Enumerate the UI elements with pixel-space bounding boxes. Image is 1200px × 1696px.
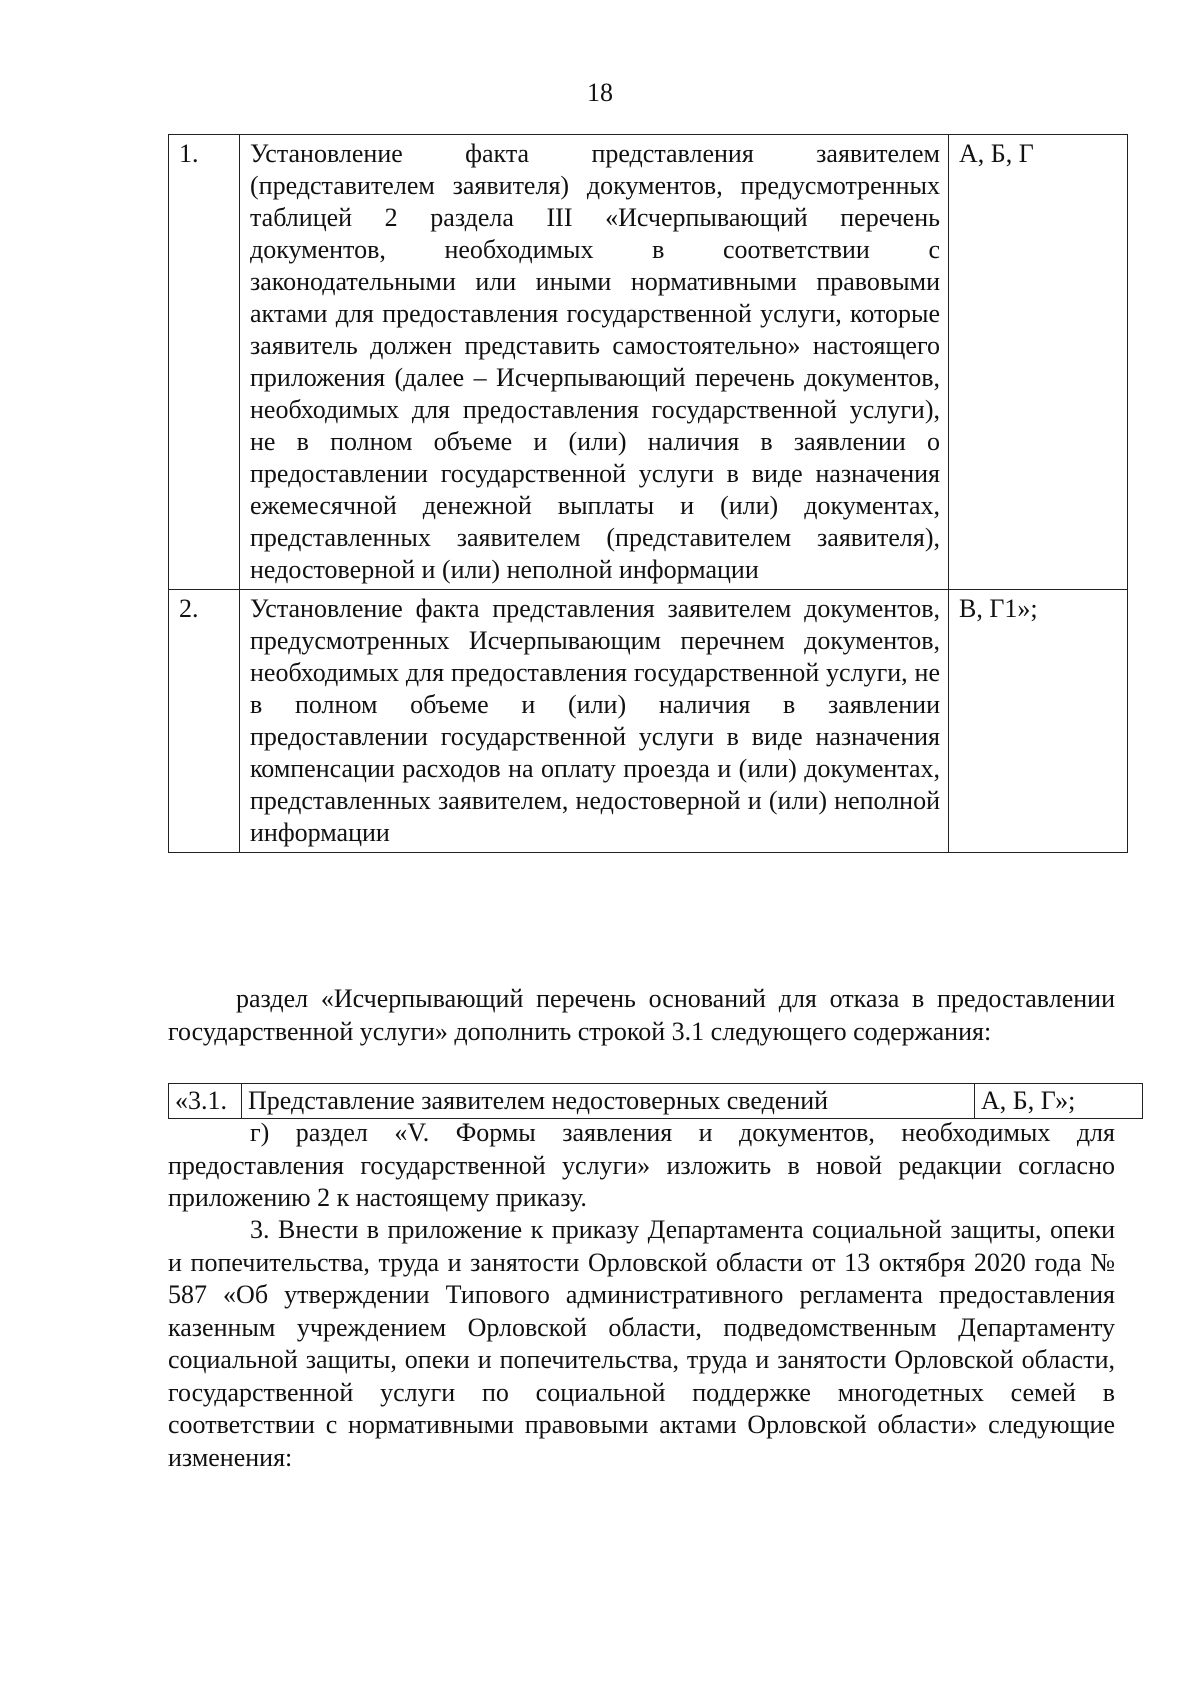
- row-number: «3.1.: [169, 1084, 242, 1119]
- row-3-1-table: [168, 1083, 1143, 1119]
- row-code: А, Б, Г: [949, 135, 1128, 590]
- paragraph-item-3: 3. Внести в приложение к приказу Департамента социальной защиты, опеки и попечительства, труда и занятости Орловской области от 13 октября 2020 года № 587 «Об утверждении Типового административного регламента предоставления казенным учреждением Орловской области, подведомственным Департаменту социальной защиты, опеки и попечительства, труда и занятости Орловской области, государственной услуги по социальной поддержке многодетных семей в соответствии с нормативными правовыми актами Орловской области» следующие изменения:: [168, 1215, 1115, 1472]
- row-number: 1.: [169, 135, 240, 590]
- grounds-table: [168, 134, 1128, 853]
- row-text: Установление факта представления заявителем (представителем заявителя) документов, предусмотренных таблицей 2 раздела III «Исчерпывающий перечень документов, необходимых в соответствии с законодательными или иными нормативными правовыми актами для предоставления государственной услуги, которые заявитель должен представить самостоятельно» настоящего приложения (далее – Исчерпывающий перечень документов, необходимых для предоставления государственной услуги), не в полном объеме и (или) наличия в заявлении о предоставлении государственной услуги в виде назначения ежемесячной денежной выплаты и (или) документах, представленных заявителем (представителем заявителя), недостоверной и (или) неполной информации: [240, 135, 949, 590]
- paragraph-section-v: г) раздел «V. Формы заявления и документов, необходимых для предоставления государственной услуги» изложить в новой редакции согласно приложению 2 к настоящему приказу.: [168, 1118, 1115, 1212]
- page-number: 18: [587, 78, 613, 107]
- row-text: Представление заявителем недостоверных сведений: [242, 1084, 975, 1119]
- table-row: [169, 135, 1128, 590]
- table-row: [169, 590, 1128, 853]
- table-row: [169, 1084, 1143, 1119]
- row-code: А, Б, Г»;: [975, 1084, 1143, 1119]
- row-code: В, Г1»;: [949, 590, 1128, 853]
- row-text: Установление факта представления заявителем документов, предусмотренных Исчерпывающим перечнем документов, необходимых для предоставления государственной услуги, не в полном объеме и (или) наличия в заявлении предоставлении государственной услуги в виде назначения компенсации расходов на оплату проезда и (или) документах, представленных заявителем, недостоверной и (или) неполной информации: [240, 590, 949, 853]
- row-number: 2.: [169, 590, 240, 853]
- paragraph-section-addition: раздел «Исчерпывающий перечень оснований для отказа в предоставлении государственной услуги» дополнить строкой 3.1 следующего содержания:: [168, 984, 1115, 1046]
